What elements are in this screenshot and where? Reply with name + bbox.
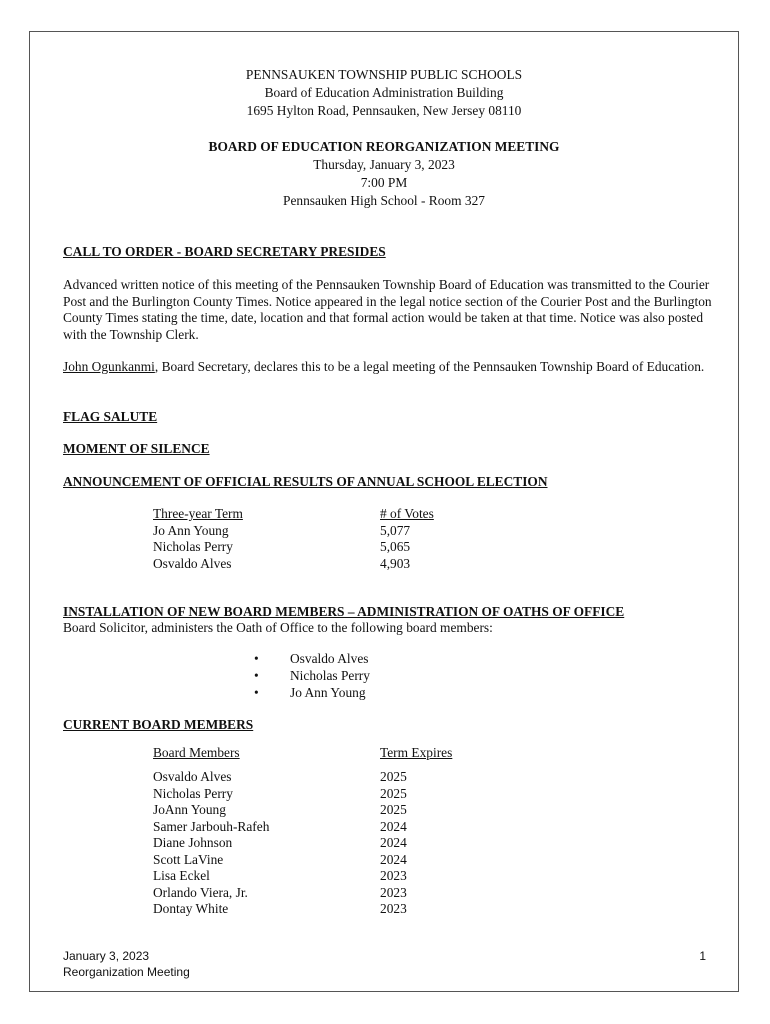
- call-to-order-heading: CALL TO ORDER - BOARD SECRETARY PRESIDES: [63, 244, 386, 259]
- secretary-name: John Ogunkanmi: [63, 359, 155, 374]
- col-votes-header: # of Votes: [380, 506, 434, 521]
- election-names: [153, 506, 243, 572]
- board-member-name: Samer Jarbouh-Rafeh: [153, 818, 270, 834]
- notice-paragraph: Advanced written notice of this meeting of the Pennsauken Township Board of Education was transmitted to the Courier Post and the Burlington County Times. Notice appeared in the legal notice section of the Courier Post and the Burlington County Times stating the time, date, location and that formal action would be taken at that time. Notice was also posted with the Township Clerk.: [63, 277, 712, 342]
- installation-text: Board Solicitor, administers the Oath of Office to the following board members:: [63, 620, 493, 635]
- board-member-name: Osvaldo Alves: [153, 769, 232, 784]
- meeting-location: Pennsauken High School - Room 327: [283, 193, 485, 208]
- term-expires: 2025: [380, 802, 407, 817]
- election-name: Nicholas Perry: [153, 539, 233, 554]
- term-expires: 2023: [380, 868, 407, 883]
- flag-salute-heading: FLAG SALUTE: [63, 409, 158, 424]
- footer-date: January 3, 2023: [63, 949, 150, 963]
- board-member-name: Diane Johnson: [153, 835, 233, 850]
- election-votes-value: 5,077: [380, 522, 411, 538]
- term-expires: 2023: [380, 884, 407, 900]
- term-expires: 2025: [380, 785, 407, 801]
- col-term-header: Three-year Term: [153, 506, 243, 521]
- document-page: PENNSAUKEN TOWNSHIP PUBLIC SCHOOLS Board of Education Administration Building 1695 Hylton Road, Pennsauken, New Jersey 08110 BOARD OF EDUCATION REORGANIZATION MEETING Thursday, January 3, 2023 7:00 PM Pennsauken High School - Room 327 CALL TO ORDER - BOARD SECRETARY PRESIDES Advanced written notice of this meeting of the Pennsauken Township Board of Education was transmitted to the Courier Post and the Burlington County Times. Notice appeared in the legal notice section of the Courier Post and the Burlington County Times stating the time, date, location and that formal action would be taken at that time. Notice was also posted with the Township Clerk. John Ogunkanmi, Board Secretary, declares this to be a legal meeting of the Pennsauken Township Board of Education. FLAG SALUTE MOMENT OF SILENCE ANNOUNCEMENT OF OFFICIAL RESULTS OF ANNUAL SCHOOL ELECTION Three-year Term Jo Ann Young Nicholas Perry Osvaldo Alves # of Votes 5,077 5,065 4,903 INSTALLATION OF NEW BOARD MEMBERS – ADMINISTRATION OF OATHS OF OFFICE Board Solicitor, administers the Oath of Office to the following board members: • Osvaldo Alves • Nicholas Perry • Jo Ann Young CURRENT BOARD MEMBERS Board Members Term Expires Osvaldo Alves Nicholas Perry JoAnn Young Samer Jarbouh-Rafeh Diane Johnson Scott LaVine Lisa Eckel Orlando Viera, Jr. Dontay White 2025 2025 2025 2024 2024 2024 2023 2023 2023 January 3, 2023 Reorganization Meeting 1: [29, 31, 739, 992]
- board-member-name: Orlando Viera, Jr.: [153, 884, 248, 900]
- board-member-name: Scott LaVine: [153, 851, 224, 867]
- board-member-name: Lisa Eckel: [153, 868, 210, 883]
- term-expires: 2024: [380, 818, 407, 834]
- election-votes-value: 5,065: [380, 539, 411, 554]
- board-member-expires: [380, 769, 407, 918]
- board-member-name: JoAnn Young: [153, 802, 226, 817]
- term-expires: 2023: [380, 901, 407, 916]
- current-board-heading: CURRENT BOARD MEMBERS: [63, 717, 254, 732]
- board-member-name: Dontay White: [153, 901, 229, 916]
- term-expires: 2025: [380, 769, 407, 784]
- address: 1695 Hylton Road, Pennsauken, New Jersey 08110: [246, 103, 522, 118]
- page-number: 1: [699, 949, 706, 963]
- meeting-date: Thursday, January 3, 2023: [313, 157, 455, 172]
- board-member-names: [153, 769, 269, 918]
- term-expires: 2024: [380, 835, 407, 850]
- secretary-declaration: , Board Secretary, declares this to be a legal meeting of the Pennsauken Township Board of Education.: [154, 359, 705, 374]
- col-expires-header: Term Expires: [380, 745, 453, 760]
- footer-label: Reorganization Meeting: [63, 965, 190, 979]
- meeting-title: BOARD OF EDUCATION REORGANIZATION MEETING: [208, 139, 560, 154]
- col-members-header: Board Members: [153, 745, 240, 760]
- election-heading: ANNOUNCEMENT OF OFFICIAL RESULTS OF ANNUAL SCHOOL ELECTION: [63, 474, 548, 489]
- board-member-name: Nicholas Perry: [153, 785, 233, 801]
- election-votes: [380, 506, 434, 572]
- meeting-time: 7:00 PM: [360, 175, 408, 190]
- secretary-paragraph: [63, 359, 713, 376]
- election-name: Osvaldo Alves: [153, 555, 232, 571]
- election-votes-value: 4,903: [380, 555, 411, 571]
- org-name: PENNSAUKEN TOWNSHIP PUBLIC SCHOOLS: [245, 67, 523, 82]
- bullet-icon: •: [254, 651, 259, 666]
- installation-heading: INSTALLATION OF NEW BOARD MEMBERS – ADMINISTRATION OF OATHS OF OFFICE: [63, 604, 625, 619]
- bullet-icon: •: [254, 668, 259, 683]
- term-expires: 2024: [380, 851, 407, 867]
- bullet-icon: •: [254, 685, 259, 700]
- election-name: Jo Ann Young: [153, 522, 229, 538]
- building-name: Board of Education Administration Building: [264, 85, 504, 100]
- moment-of-silence-heading: MOMENT OF SILENCE: [63, 441, 210, 456]
